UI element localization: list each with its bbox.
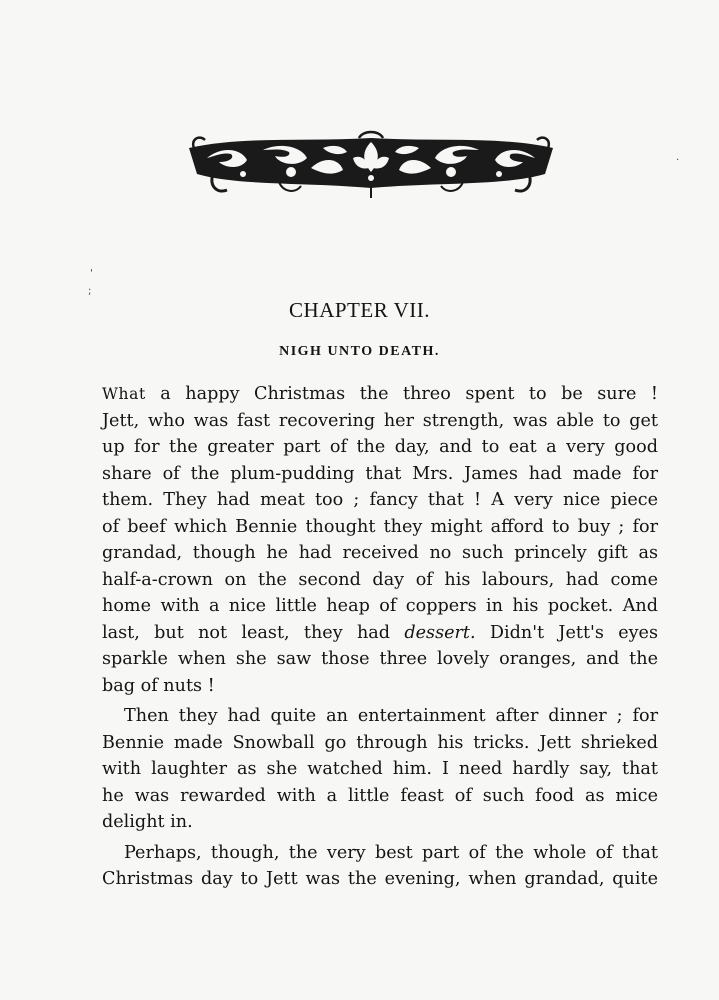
margin-speck: ' xyxy=(90,268,93,279)
paragraph xyxy=(102,703,658,836)
text-line: Then they had quite an entertainment after dinner ; for xyxy=(124,706,658,726)
italic-word: dessert. xyxy=(404,622,476,643)
text-line: Perhaps, though, the very best part of the whole of that xyxy=(124,842,658,863)
dropcap-word: What xyxy=(102,385,146,403)
text-line: home with a nice little heap of coppers in his pocket. And xyxy=(102,596,658,616)
text-line: bag of nuts ! xyxy=(102,675,215,696)
text-line: up for the greater part of the day, and to eat a very good xyxy=(102,437,658,457)
chapter-subtitle: NIGH UNTO DEATH. xyxy=(279,344,440,359)
text-line: What a happy Christmas the threo spent to be sure ! xyxy=(102,384,658,404)
text-line: delight in. xyxy=(102,812,193,832)
text-line: grandad, though he had received no such princely gift as xyxy=(102,543,658,563)
text-line: with laughter as she watched him. I need hardly say, that xyxy=(102,759,658,779)
text-line: of beef which Bennie thought they might afford to buy ; for xyxy=(102,516,658,537)
margin-speck: ; xyxy=(88,286,92,297)
chapter-title: CHAPTER VII. xyxy=(289,298,430,322)
text-line: Christmas day to Jett was the evening, when grandad, quite xyxy=(102,869,658,889)
body-text xyxy=(102,381,658,893)
text-line: Jett, who was fast recovering her strength, was able to get xyxy=(102,410,658,431)
text-line: half-a-crown on the second day of his labours, had come xyxy=(102,569,658,590)
text-line: sparkle when she saw those three lovely oranges, and the xyxy=(102,649,658,669)
decorative-header-ornament xyxy=(183,128,559,208)
text-line: last, but not least, they had dessert. Didn't Jett's eyes xyxy=(102,622,658,643)
text-line: them. They had meat too ; fancy that ! A very nice piece xyxy=(102,490,658,510)
text-line: share of the plum-pudding that Mrs. James had made for xyxy=(102,463,658,484)
text-line: he was rewarded with a little feast of such food as mice xyxy=(102,785,658,806)
margin-speck: . xyxy=(676,152,680,163)
text-line: Bennie made Snowball go through his tricks. Jett shrieked xyxy=(102,732,658,753)
paragraph xyxy=(102,381,658,699)
paragraph xyxy=(102,840,658,893)
